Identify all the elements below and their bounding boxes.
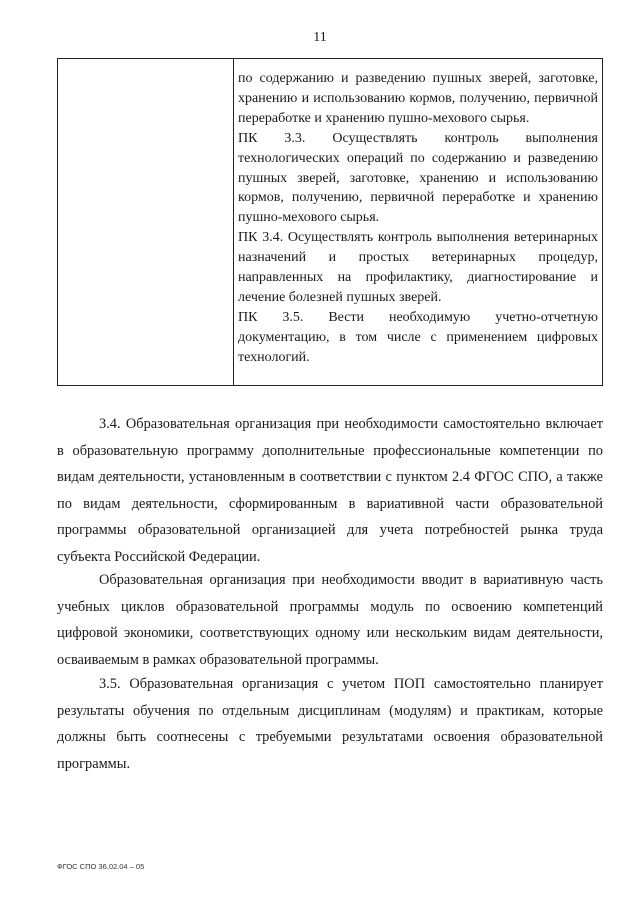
competency-item: ПК 3.3. Осуществлять контроль выполнения технологических операций по содержанию и разведению пушных зверей, заготовке, хранению и использованию кормов, получению, первичной переработке и хранению пушно-мехового сырья.: [238, 130, 598, 226]
paragraph-digital-economy-module: Образовательная организация при необходимости вводит в вариативную часть учебных циклов образовательной программы модуль по освоению компетенций цифровой экономики, соответствующих одному или нескольким видам деятельности, осваиваемым в рамках образовательной программы.: [57, 572, 603, 668]
competency-item: ПК 3.4. Осуществлять контроль выполнения ветеринарных назначений и простых ветеринарных процедур, направленных на профилактику, диагностирование и лечение болезней пушных зверей.: [238, 230, 598, 305]
competency-item: ПК 3.5. Вести необходимую учетно-отчетную документацию, в том числе с применением цифровых технологий.: [238, 309, 598, 365]
table-cell-competencies: [234, 59, 603, 386]
page-number: 11: [313, 30, 327, 45]
paragraph-3-5: 3.5. Образовательная организация с учетом ПОП самостоятельно планирует результаты обучения по отдельным дисциплинам (модулям) и практикам, которые должны быть соотнесены с требуемыми результатами освоения образовательной программы.: [57, 676, 603, 772]
competency-table: [57, 58, 603, 386]
footer-document-code: ФГОС СПО 36.02.04 – 05: [57, 862, 145, 871]
table-row: [58, 59, 603, 386]
paragraph-3-4: 3.4. Образовательная организация при необходимости самостоятельно включает в образовательную программу дополнительные профессиональные компетенции по видам деятельности, установленным в соответствии с пунктом 2.4 ФГОС СПО, а также по видам деятельности, сформированным в вариативной части образовательной программы образовательной организацией для учета потребностей рынка труда субъекта Российской Федерации.: [57, 416, 603, 565]
table-cell-empty: [58, 59, 234, 386]
competency-item: по содержанию и разведению пушных зверей, заготовке, хранению и использованию кормов, получению, первичной переработке и хранению пушно-мехового сырья.: [238, 71, 598, 126]
